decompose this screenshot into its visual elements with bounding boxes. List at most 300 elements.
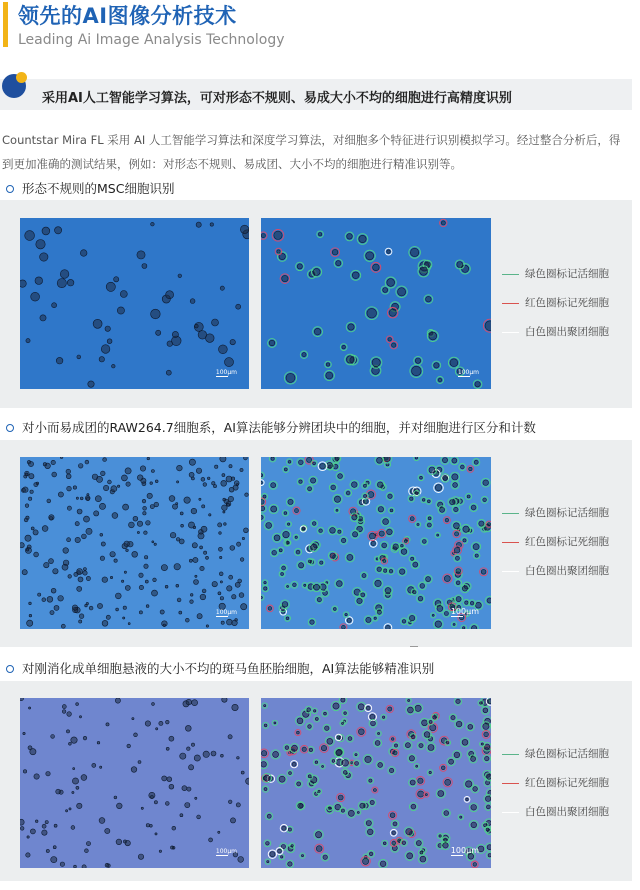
cell xyxy=(146,605,149,608)
cell xyxy=(282,602,288,608)
cell xyxy=(27,620,33,626)
cell xyxy=(63,548,69,554)
cell xyxy=(206,334,215,343)
raw-cell-image xyxy=(20,457,249,629)
cell xyxy=(80,497,83,500)
description-paragraph: Countstar Mira FL 采用 AI 人工智能学习算法和深度学习算法，对细胞多个特征进行识别模拟学习。经过整合分析后，得到更加准确的测试结果，例如：对形态不规则、易成团、大小不均的细胞进行精准识别等。 xyxy=(2,133,621,171)
cell xyxy=(219,572,223,576)
cell xyxy=(49,559,54,564)
page-title: 领先的AI图像分析技术 xyxy=(18,4,237,28)
cell xyxy=(172,826,176,830)
cell xyxy=(429,467,435,473)
scale-label: 100μm xyxy=(457,369,479,376)
cell xyxy=(242,537,244,539)
cell xyxy=(388,707,392,711)
cell xyxy=(296,550,300,554)
cell xyxy=(221,621,224,624)
cell xyxy=(374,617,376,619)
cell xyxy=(311,777,317,783)
cell xyxy=(291,845,293,847)
cell xyxy=(488,699,491,704)
cell xyxy=(327,462,333,468)
cell xyxy=(227,619,233,625)
cell xyxy=(422,720,428,726)
cell xyxy=(264,724,267,727)
cell xyxy=(80,250,87,257)
cell xyxy=(128,623,130,625)
cell xyxy=(308,560,311,563)
cell xyxy=(343,771,347,775)
cell xyxy=(20,543,24,548)
cell xyxy=(333,608,336,611)
cell xyxy=(295,509,299,513)
cell xyxy=(107,339,112,344)
cell xyxy=(373,264,380,271)
cell xyxy=(267,861,269,863)
cell xyxy=(154,502,159,507)
cell xyxy=(261,506,265,510)
cell xyxy=(165,802,169,806)
cell xyxy=(220,286,224,290)
legend-item-live xyxy=(502,260,609,289)
cell xyxy=(239,593,244,598)
cell xyxy=(299,563,304,568)
cell xyxy=(387,250,391,254)
cell xyxy=(206,556,209,559)
cell xyxy=(127,744,131,748)
cell xyxy=(86,842,90,846)
cell xyxy=(348,324,354,330)
cell xyxy=(320,463,326,469)
cell xyxy=(190,600,194,604)
cell xyxy=(352,515,357,520)
cell xyxy=(336,581,342,587)
cell xyxy=(383,519,389,525)
cell xyxy=(61,624,65,628)
cell xyxy=(166,370,171,375)
cell xyxy=(42,598,46,602)
cell xyxy=(200,594,206,600)
cell xyxy=(266,842,270,846)
cell xyxy=(473,544,479,550)
cell xyxy=(272,550,277,555)
cell xyxy=(42,824,46,828)
cell xyxy=(114,796,117,799)
cell xyxy=(297,264,302,269)
cell xyxy=(480,702,482,704)
cell xyxy=(137,475,143,481)
legend-item-dead xyxy=(502,289,609,318)
red-line-icon xyxy=(502,303,519,304)
cell xyxy=(362,574,366,578)
cell xyxy=(361,593,365,597)
cell xyxy=(346,356,353,363)
cell xyxy=(452,458,457,463)
cell xyxy=(364,495,367,498)
cell xyxy=(24,518,28,522)
cell xyxy=(101,345,110,354)
cell xyxy=(288,828,291,831)
cell xyxy=(409,756,414,761)
cell xyxy=(444,811,449,816)
cell xyxy=(375,580,381,586)
cell xyxy=(230,818,235,823)
cell xyxy=(413,562,418,567)
cell xyxy=(444,576,450,582)
cell xyxy=(425,794,427,796)
cell xyxy=(271,506,277,512)
cell xyxy=(483,480,489,486)
cell xyxy=(83,568,86,571)
cell xyxy=(56,789,61,794)
cell xyxy=(147,493,152,498)
cell xyxy=(336,509,338,511)
cell xyxy=(274,231,282,239)
cell xyxy=(261,596,262,598)
cell xyxy=(225,358,234,367)
cell xyxy=(101,471,106,476)
cell xyxy=(112,364,116,368)
cell xyxy=(417,523,419,525)
cell xyxy=(151,222,155,226)
cell xyxy=(106,615,110,619)
cell xyxy=(219,532,222,535)
cell xyxy=(454,507,458,511)
cell xyxy=(244,528,249,533)
cell xyxy=(297,731,300,734)
cell xyxy=(67,538,71,542)
cell xyxy=(142,499,146,503)
cell xyxy=(483,498,487,502)
cell xyxy=(473,863,477,867)
cell xyxy=(105,828,110,833)
cell xyxy=(313,268,320,275)
cell xyxy=(230,546,235,551)
cell xyxy=(236,803,240,807)
cell xyxy=(298,803,303,808)
cell xyxy=(358,729,364,735)
cell xyxy=(281,856,283,858)
cell xyxy=(34,552,39,557)
cell xyxy=(228,496,233,501)
cell xyxy=(78,464,83,469)
green-line-icon xyxy=(502,274,519,275)
cell xyxy=(279,776,285,782)
cell xyxy=(51,460,55,464)
cell xyxy=(28,461,33,466)
cell xyxy=(422,499,425,502)
cell xyxy=(194,580,199,585)
cell xyxy=(323,855,327,859)
cell xyxy=(418,791,424,797)
cell xyxy=(337,736,340,739)
cell xyxy=(277,250,280,253)
cell xyxy=(322,765,324,767)
cell xyxy=(137,251,145,259)
cell xyxy=(351,762,353,764)
cell xyxy=(370,714,375,719)
cell xyxy=(31,292,40,301)
cell xyxy=(145,721,150,726)
cell xyxy=(330,553,335,558)
cell xyxy=(366,706,370,710)
cell xyxy=(209,838,213,842)
cell xyxy=(123,504,129,510)
cell xyxy=(282,566,286,570)
cell xyxy=(67,486,72,491)
cell xyxy=(52,303,57,308)
cell xyxy=(74,865,77,868)
cell xyxy=(200,566,204,570)
cell xyxy=(297,718,303,724)
cell xyxy=(360,803,365,808)
legend-label: 绿色圈标记活细胞 xyxy=(525,748,609,760)
cell xyxy=(366,617,371,622)
cell xyxy=(76,786,79,789)
cell xyxy=(313,462,316,465)
cell xyxy=(160,610,164,614)
cell xyxy=(54,605,59,610)
cell xyxy=(121,475,127,481)
cell xyxy=(117,485,119,487)
cell xyxy=(224,523,227,526)
cell xyxy=(213,485,216,488)
cell xyxy=(116,839,122,845)
cell xyxy=(367,829,373,835)
legend-label: 绿色圈标记活细胞 xyxy=(525,507,609,519)
cell xyxy=(170,532,176,538)
cell xyxy=(342,722,344,724)
cell xyxy=(20,819,24,825)
cell xyxy=(487,845,491,850)
cell xyxy=(86,497,90,501)
cell xyxy=(44,562,49,567)
cell xyxy=(110,576,112,578)
cell xyxy=(481,569,486,574)
cell xyxy=(199,498,201,500)
cell xyxy=(146,521,151,526)
cell xyxy=(411,735,415,739)
cell xyxy=(383,842,386,845)
cell xyxy=(332,760,335,763)
cell xyxy=(79,716,81,718)
cell xyxy=(189,765,194,770)
cell xyxy=(139,611,142,614)
cell xyxy=(469,467,472,470)
cell xyxy=(392,343,396,347)
cell xyxy=(429,720,432,723)
cell xyxy=(420,584,425,589)
cell xyxy=(25,535,31,541)
cell xyxy=(261,474,263,477)
cell xyxy=(470,601,474,605)
cell xyxy=(112,513,118,519)
cell xyxy=(288,460,291,463)
cell xyxy=(320,561,323,564)
cell xyxy=(144,556,147,559)
cell xyxy=(378,507,383,512)
cell xyxy=(117,307,124,314)
cell xyxy=(389,569,393,573)
cell xyxy=(29,474,34,479)
cell xyxy=(388,338,392,342)
cell xyxy=(308,775,311,778)
cell xyxy=(189,559,192,562)
cell xyxy=(445,779,451,785)
cell xyxy=(382,716,384,718)
cell xyxy=(66,469,71,474)
cell xyxy=(318,233,321,236)
cell xyxy=(27,545,31,549)
cell xyxy=(333,703,339,709)
cell xyxy=(315,717,318,720)
cell xyxy=(450,359,458,367)
cell xyxy=(438,378,442,382)
cell xyxy=(261,762,266,768)
cell xyxy=(456,542,461,547)
cell xyxy=(409,615,414,620)
section-title-text: 对小而易成团的RAW264.7细胞系，AI算法能够分辨团块中的细胞，并对细胞进行区分和计数 xyxy=(22,420,536,435)
cell xyxy=(441,766,445,770)
scale-label: 100μm xyxy=(215,848,237,855)
section-title-text: 形态不规则的MSC细胞识别 xyxy=(22,181,175,196)
cell xyxy=(454,547,460,553)
cell xyxy=(85,460,89,464)
cell xyxy=(437,606,443,612)
cell xyxy=(177,598,181,602)
cell xyxy=(232,595,236,599)
legend-label: 白色圈出聚团细胞 xyxy=(525,326,609,338)
cell xyxy=(60,457,63,459)
annotated-cell-image xyxy=(261,698,491,868)
cell xyxy=(181,524,184,527)
cell xyxy=(383,288,388,293)
cell xyxy=(377,610,381,614)
cell xyxy=(126,549,129,552)
legend-item-clump xyxy=(502,798,609,827)
cell xyxy=(185,618,189,622)
legend-item-clump xyxy=(502,557,609,586)
cell xyxy=(223,498,226,501)
cell xyxy=(95,496,101,502)
cell xyxy=(196,468,201,473)
cell xyxy=(114,277,119,282)
cell xyxy=(434,363,439,368)
cell xyxy=(100,766,102,768)
cell xyxy=(420,851,423,854)
legend xyxy=(502,499,609,586)
cell xyxy=(398,288,406,296)
cell xyxy=(106,282,115,291)
cell xyxy=(129,522,135,528)
cell xyxy=(189,472,194,477)
cell xyxy=(162,776,167,781)
cell xyxy=(73,768,75,770)
cell xyxy=(50,611,54,615)
cell xyxy=(471,626,476,629)
cell xyxy=(439,835,441,837)
section-title-text: 对刚消化成单细胞悬液的大小不均的斑马鱼胚胎细胞，AI算法能够精准识别 xyxy=(22,661,435,676)
cell xyxy=(341,809,344,812)
image-background xyxy=(20,698,249,868)
cell xyxy=(471,805,477,811)
cell xyxy=(236,304,241,309)
cell xyxy=(293,583,297,587)
cell xyxy=(237,757,240,760)
cell xyxy=(471,756,476,761)
cell xyxy=(137,531,139,533)
cell xyxy=(372,358,380,366)
cell xyxy=(390,509,393,512)
cell xyxy=(82,865,86,868)
cell xyxy=(402,841,406,845)
cell xyxy=(69,808,71,810)
cell xyxy=(424,732,430,738)
white-line-icon xyxy=(502,571,519,572)
cell xyxy=(36,240,45,249)
legend-item-live xyxy=(502,740,609,769)
cell xyxy=(483,723,489,729)
cell xyxy=(418,778,423,783)
cell xyxy=(55,227,62,234)
cell xyxy=(66,474,71,479)
cell xyxy=(76,703,79,706)
cell xyxy=(456,721,462,727)
cell xyxy=(367,308,377,318)
cell xyxy=(338,795,343,800)
cell xyxy=(212,319,219,326)
cell xyxy=(453,623,455,625)
cell xyxy=(28,497,31,500)
cell xyxy=(378,763,383,768)
cell xyxy=(206,625,208,627)
cell xyxy=(441,221,445,225)
cell xyxy=(221,754,224,757)
cell xyxy=(147,457,150,460)
cell xyxy=(462,265,469,272)
annotated-cell-image xyxy=(261,218,491,389)
cell xyxy=(485,756,489,760)
cell xyxy=(385,588,391,594)
cell xyxy=(326,363,329,366)
cell xyxy=(85,849,89,853)
cell xyxy=(178,274,182,278)
cell xyxy=(73,486,76,489)
cell xyxy=(67,712,72,717)
cell xyxy=(105,326,110,331)
cell xyxy=(67,506,71,510)
cell xyxy=(123,617,125,619)
cell xyxy=(455,532,459,536)
cell xyxy=(43,463,46,466)
cell xyxy=(75,537,80,542)
cell xyxy=(316,832,322,838)
cell xyxy=(438,791,444,797)
cell xyxy=(230,339,235,344)
cell xyxy=(282,275,288,281)
cell xyxy=(310,620,314,624)
cell xyxy=(203,483,207,487)
cell xyxy=(466,781,472,787)
cell xyxy=(60,862,64,866)
cell xyxy=(435,621,441,627)
cell xyxy=(221,480,227,486)
cell xyxy=(373,789,376,792)
cell xyxy=(51,857,57,863)
cell xyxy=(218,831,220,833)
cell xyxy=(83,571,87,575)
cell xyxy=(125,840,130,845)
